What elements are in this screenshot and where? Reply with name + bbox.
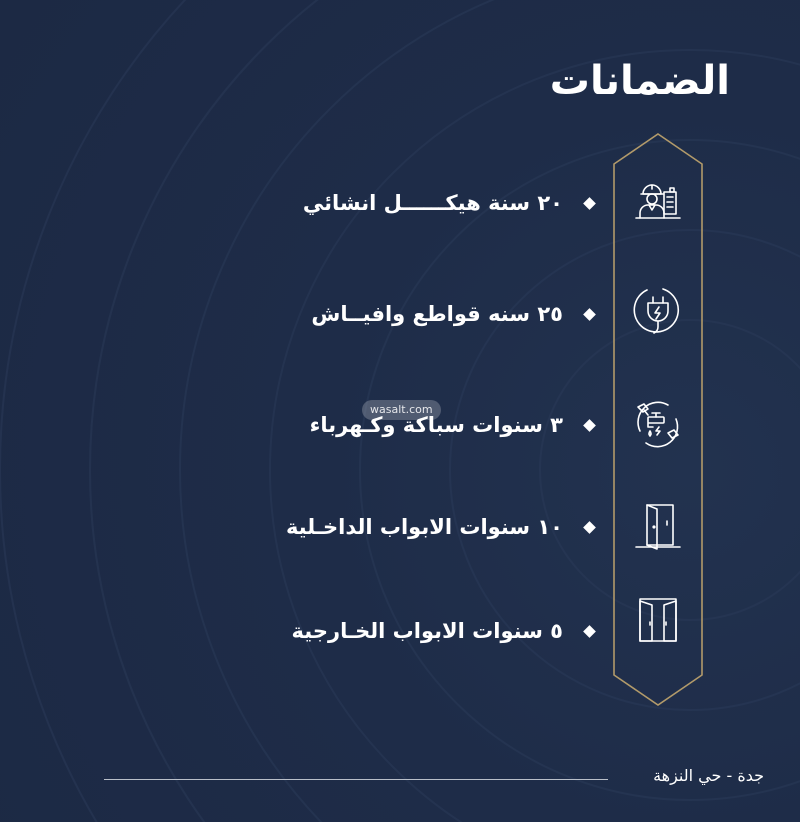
footer-divider [104, 779, 608, 780]
watermark: wasalt.com [362, 400, 441, 420]
warranty-item [303, 183, 594, 223]
warranty-text: ٥ سنوات الابواب الخـارجية [291, 619, 563, 643]
warranty-text: ٢٠ سنة هيكــــــل انشائي [302, 191, 563, 215]
page-title: الضمانات [549, 58, 730, 104]
diamond-bullet-icon [583, 625, 596, 638]
warranty-text: ٣ سنوات سباكة وكـهرباء [309, 413, 563, 437]
diamond-bullet-icon [583, 419, 596, 432]
interior-door-icon [630, 499, 686, 555]
warranty-text: ٢٥ سنه قواطع وافيــاش [311, 302, 563, 326]
diamond-bullet-icon [583, 521, 596, 534]
engineer-building-icon [630, 174, 686, 230]
warranty-item [286, 507, 594, 547]
diamond-bullet-icon [583, 197, 596, 210]
warranty-item [310, 405, 594, 445]
exterior-double-door-icon [630, 593, 686, 649]
power-plug-icon [630, 283, 686, 339]
warranty-item [311, 294, 594, 334]
warranty-item [292, 611, 594, 651]
footer-location: جدة - حي النزهة [653, 766, 764, 785]
diamond-bullet-icon [583, 308, 596, 321]
warranty-text: ١٠ سنوات الابواب الداخـلية [285, 515, 563, 539]
plumbing-electricity-icon [630, 397, 686, 453]
